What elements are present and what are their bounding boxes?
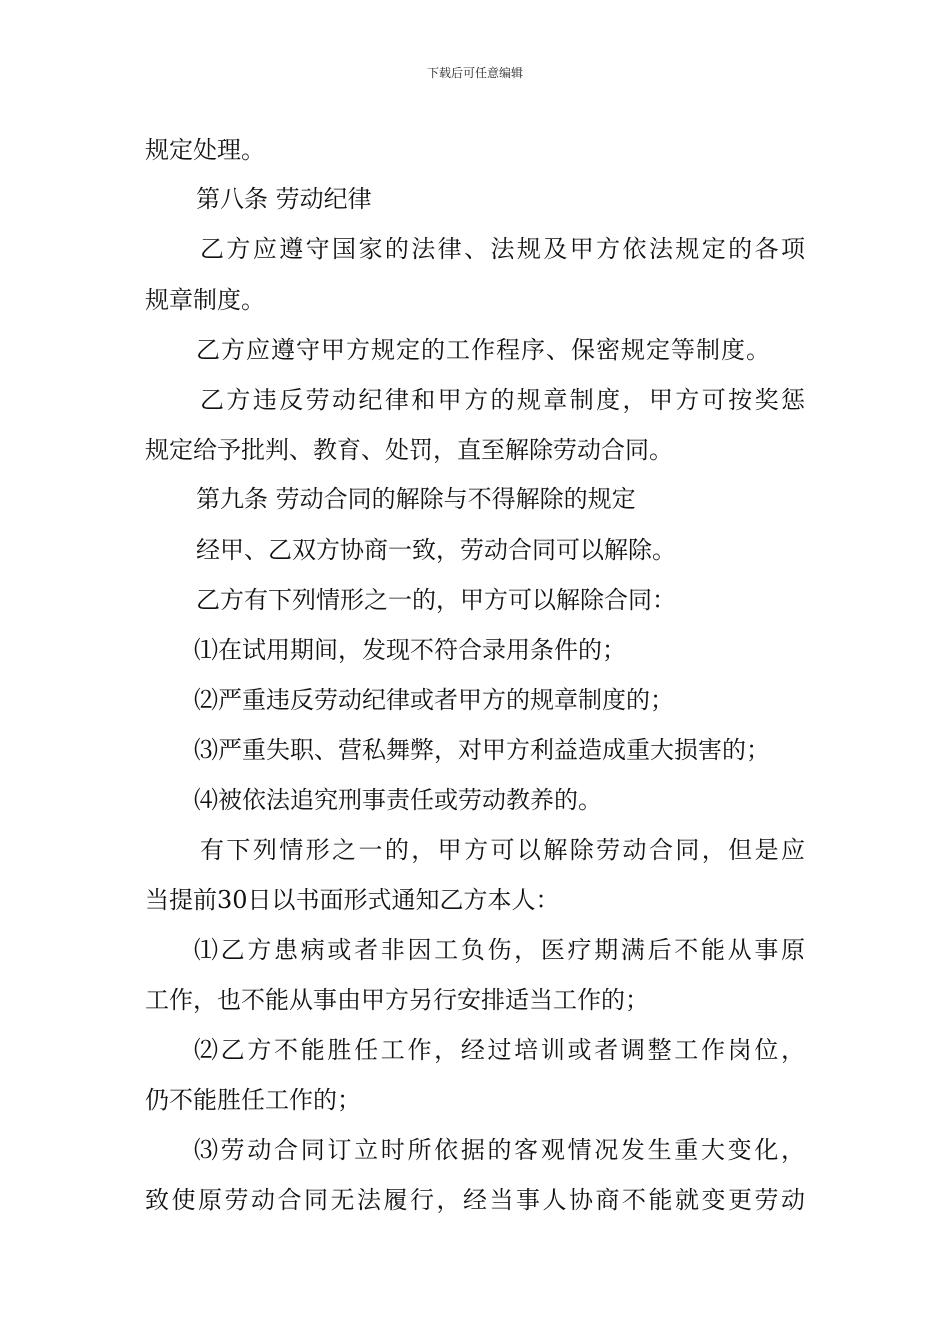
article-heading: 第八条 劳动纪律 [196,185,372,213]
article-heading: 第九条 劳动合同的解除与不得解除的规定 [196,485,636,513]
text-line: 当提前30日以书面形式通知乙方本人： [145,886,560,914]
text-line: 规定处理。 [145,136,265,164]
page-header: 下载后可任意编辑 [426,66,523,80]
text-line: 乙方违反劳动纪律和甲方的规章制度，甲方可按奖惩 [200,386,805,414]
text-line: 工作，也不能从事由甲方另行安排适当工作的； [145,986,649,1014]
list-item: ⑴乙方患病或者非因工负伤，医疗期满后不能从事原 [194,936,805,964]
list-item: ⑷被依法追究刑事责任或劳动教养的。 [194,786,602,814]
text-line: 乙方有下列情形之一的，甲方可以解除合同： [196,586,676,614]
list-item: ⑵严重违反劳动纪律或者甲方的规章制度的； [194,686,674,714]
text-line: 经甲、乙双方协商一致，劳动合同可以解除。 [196,536,676,564]
list-item: ⑴在试用期间，发现不符合录用条件的； [194,636,626,664]
text-line: 规定给予批判、教育、处罚，直至解除劳动合同。 [145,436,673,464]
text-line: 有下列情形之一的，甲方可以解除劳动合同，但是应 [200,836,805,864]
text-line: 规章制度。 [145,286,265,314]
text-line: 乙方应遵守国家的法律、法规及甲方依法规定的各项 [200,235,805,263]
text-line: 乙方应遵守甲方规定的工作程序、保密规定等制度。 [196,336,770,364]
text-line: 致使原劳动合同无法履行，经当事人协商不能就变更劳动 [145,1186,805,1214]
list-item: ⑶严重失职、营私舞弊，对甲方利益造成重大损害的； [194,736,770,764]
text-line: 仍不能胜任工作的； [145,1086,361,1114]
list-item: ⑵乙方不能胜任工作，经过培训或者调整工作岗位， [194,1036,805,1064]
list-item: ⑶劳动合同订立时所依据的客观情况发生重大变化， [194,1136,805,1164]
